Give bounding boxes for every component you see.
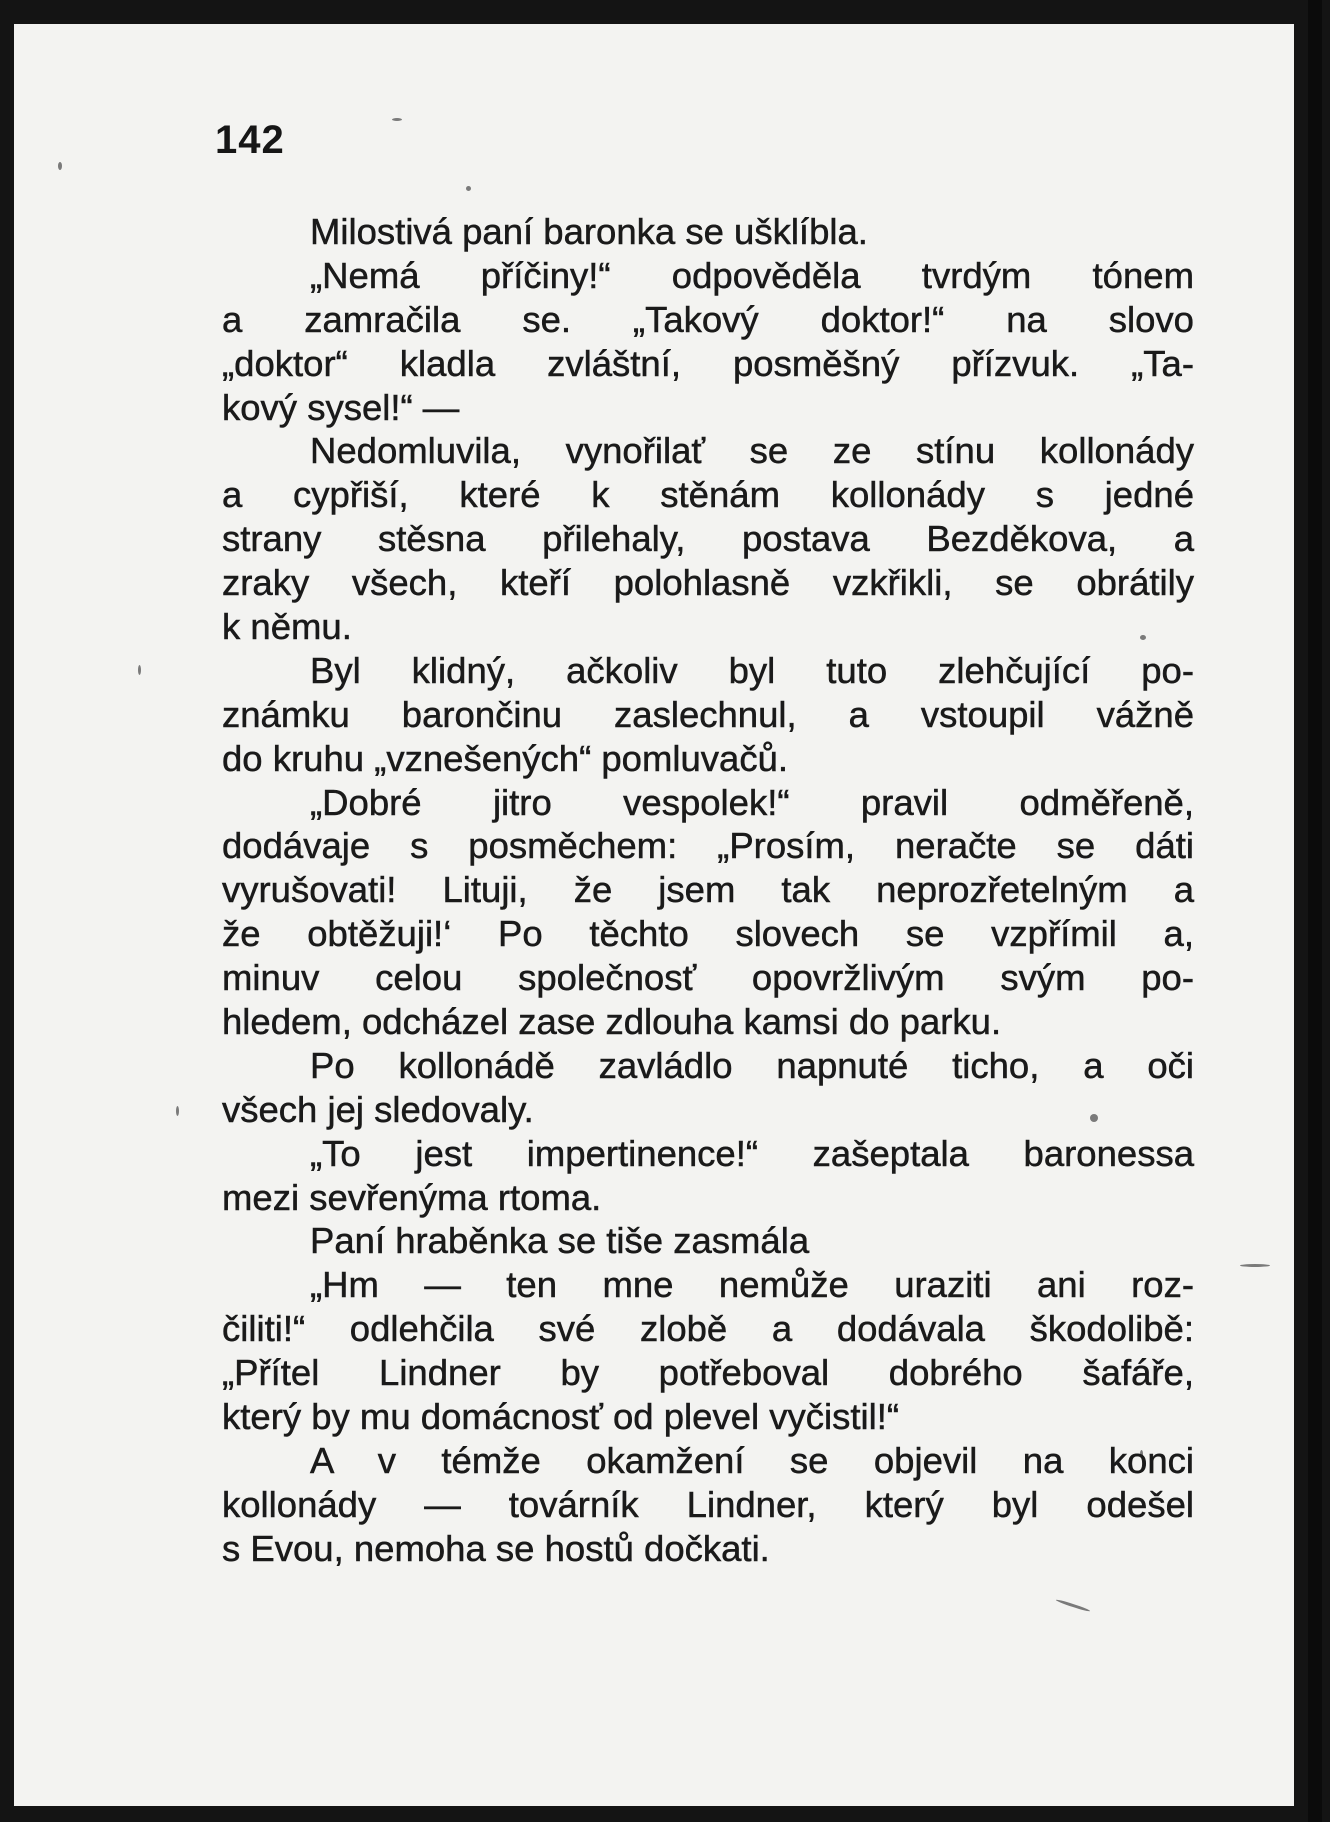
text-line: strany stěsna přilehaly, postava Bezděkova, a bbox=[222, 518, 1194, 560]
text-line: hledem, odcházel zase zdlouha kamsi do parku. bbox=[222, 1001, 1002, 1043]
text-line: který by mu domácnosť od plevel vyčistil!“ bbox=[222, 1396, 900, 1438]
text-line: do kruhu „vznešených“ pomluvačů. bbox=[222, 737, 789, 779]
text-line: Nedomluvila, vynořilať se ze stínu kollonády bbox=[310, 430, 1194, 472]
text-line: kollonády — továrník Lindner, který byl odešel bbox=[222, 1483, 1194, 1525]
text-line: Paní hraběnka se tiše zasmála bbox=[310, 1220, 810, 1262]
text-line: „Přítel Lindner by potřeboval dobrého šafáře, bbox=[222, 1352, 1194, 1394]
text-line: „Dobré jitro vespolek!“ pravil odměřeně, bbox=[310, 781, 1194, 823]
text-line: „Nemá příčiny!“ odpověděla tvrdým tónem bbox=[310, 254, 1194, 296]
text-line: s Evou, nemoha se hostů dočkati. bbox=[222, 1527, 770, 1569]
text-line: „Hm — ten mne nemůže uraziti ani roz- bbox=[310, 1264, 1194, 1306]
text-line: Byl klidný, ačkoliv byl tuto zlehčující po- bbox=[310, 649, 1194, 691]
text-line: A v témže okamžení se objevil na konci bbox=[310, 1439, 1194, 1481]
text-line: dodávaje s posměchem: „Prosím, neračte se dáti bbox=[222, 825, 1194, 867]
body-text bbox=[222, 210, 1194, 1571]
text-line: Milostivá paní baronka se ušklíbla. bbox=[310, 211, 868, 252]
text-line: a cypřiší, které k stěnám kollonády s jedné bbox=[222, 474, 1194, 516]
page-number: 142 bbox=[215, 118, 285, 162]
scan-speck bbox=[466, 186, 471, 191]
text-line: k němu. bbox=[222, 606, 352, 648]
page-edge-shadow bbox=[1308, 0, 1322, 1822]
text-line: mezi sevřenýma rtoma. bbox=[222, 1176, 602, 1218]
scan-speck bbox=[1240, 1264, 1270, 1267]
text-line: Po kollonádě zavládlo napnuté ticho, a oči bbox=[310, 1044, 1194, 1086]
text-line: čiliti!“ odlehčila své zlobě a dodávala škodolibě: bbox=[222, 1308, 1194, 1350]
text-line: „To jest impertinence!“ zašeptala baronessa bbox=[310, 1132, 1194, 1174]
text-line: známku barončinu zaslechnul, a vstoupil vážně bbox=[222, 693, 1194, 735]
scan-speck bbox=[138, 665, 141, 675]
text-line: minuv celou společnosť opovržlivým svým po- bbox=[222, 957, 1194, 999]
text-line: vyrušovati! Lituji, že jsem tak neprozřetelným a bbox=[222, 869, 1194, 911]
text-line: a zamračila se. „Takový doktor!“ na slovo bbox=[222, 298, 1194, 340]
text-line: zraky všech, kteří polohlasně vzkřikli, se obrátily bbox=[222, 562, 1194, 604]
text-line: že obtěžuji!‘ Po těchto slovech se vzpřímil a, bbox=[222, 913, 1194, 955]
text-line: „doktor“ kladla zvláštní, posměšný přízvuk. „Ta- bbox=[222, 342, 1194, 384]
text-line: kový sysel!“ — bbox=[222, 386, 460, 428]
scan-speck bbox=[58, 162, 62, 170]
text-line: všech jej sledovaly. bbox=[222, 1088, 534, 1130]
scan-speck bbox=[176, 1106, 179, 1116]
scan-speck bbox=[392, 118, 402, 121]
